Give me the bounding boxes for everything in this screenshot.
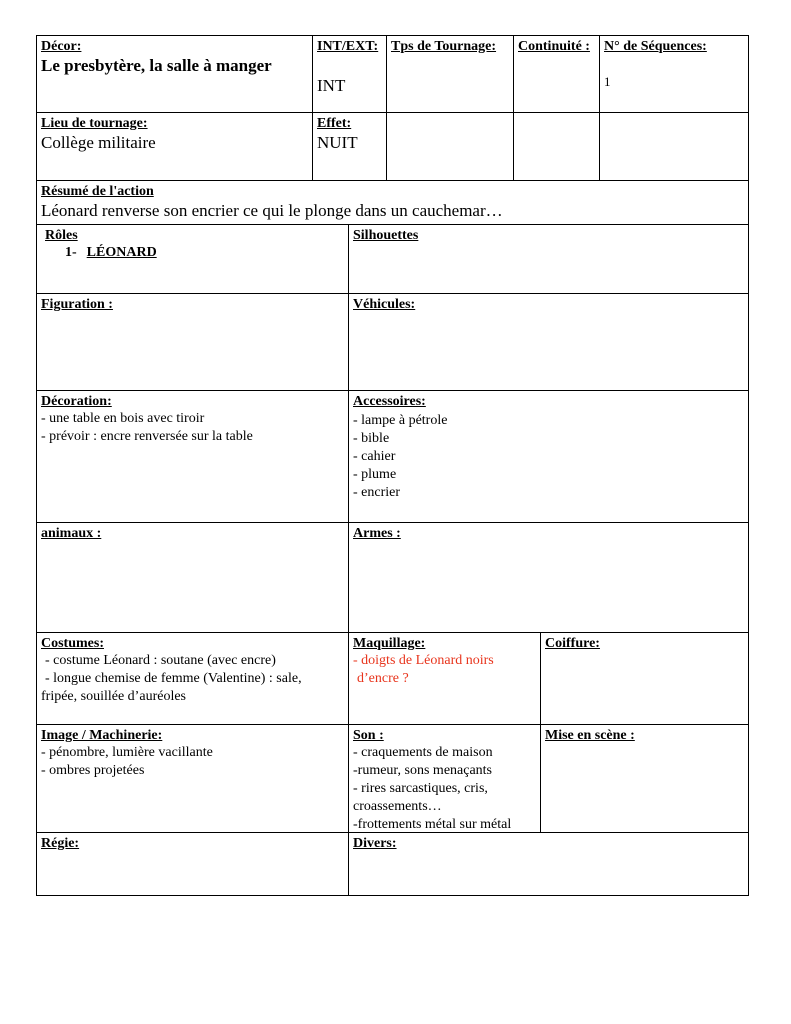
int-ext-cell: [312, 35, 387, 113]
figuration-cell: [36, 293, 349, 391]
image-cell: [36, 724, 349, 833]
resume-cell: [36, 180, 749, 225]
costumes-item: - longue chemise de femme (Valentine) : sale,: [45, 671, 302, 686]
divers-label: Divers:: [353, 836, 397, 851]
role-item: [41, 244, 344, 262]
effet-cell: [312, 112, 387, 181]
accessoires-item: - bible: [353, 431, 390, 446]
son-item: -frottements métal sur métal: [353, 817, 512, 832]
accessoires-item: - lampe à pétrole: [353, 413, 448, 428]
costumes-cell: [36, 632, 349, 725]
animaux-cell: [36, 522, 349, 633]
silhouettes-cell: [348, 224, 749, 294]
son-item: - rires sarcastiques, cris,: [353, 781, 488, 796]
decor-cell: [36, 35, 313, 113]
figuration-label: Figuration :: [41, 297, 113, 312]
resume-label: Résumé de l'action: [41, 184, 154, 199]
costumes-item: fripée, souillée d’auréoles: [41, 689, 186, 704]
decoration-item: - une table en bois avec tiroir: [41, 411, 205, 426]
empty-cell-1: [386, 112, 514, 181]
decor-label: Décor:: [41, 39, 82, 54]
empty-cell-3: [599, 112, 749, 181]
empty-cell-2: [513, 112, 600, 181]
role-number: 1-: [65, 245, 77, 260]
costumes-label: Costumes:: [41, 636, 104, 651]
int-ext-value: INT: [317, 76, 346, 95]
coiffure-label: Coiffure:: [545, 636, 600, 651]
vehicules-cell: [348, 293, 749, 391]
son-cell: [348, 724, 541, 833]
coiffure-cell: [540, 632, 749, 725]
accessoires-cell: [348, 390, 749, 523]
son-item: croassements…: [353, 799, 442, 814]
image-label: Image / Machinerie:: [41, 728, 163, 743]
lieu-cell: [36, 112, 313, 181]
mise-en-scene-cell: [540, 724, 749, 833]
armes-label: Armes :: [353, 526, 401, 541]
n-sequences-value: 1: [604, 74, 611, 89]
decoration-cell: [36, 390, 349, 523]
costumes-item: - costume Léonard : soutane (avec encre): [45, 653, 276, 668]
effet-value: NUIT: [317, 133, 358, 152]
decor-value: Le presbytère, la salle à manger: [41, 56, 272, 75]
n-sequences-label: N° de Séquences:: [604, 39, 707, 54]
maquillage-label: Maquillage:: [353, 636, 426, 651]
tps-tournage-label: Tps de Tournage:: [391, 39, 497, 54]
n-sequences-cell: [599, 35, 749, 113]
image-item: - pénombre, lumière vacillante: [41, 745, 213, 760]
lieu-value: Collège militaire: [41, 133, 156, 152]
divers-cell: [348, 832, 749, 896]
regie-label: Régie:: [41, 836, 80, 851]
son-item: - craquements de maison: [353, 745, 493, 760]
regie-cell: [36, 832, 349, 896]
accessoires-item: - cahier: [353, 449, 396, 464]
effet-label: Effet:: [317, 116, 352, 131]
continuite-cell: [513, 35, 600, 113]
son-label: Son :: [353, 728, 384, 743]
continuite-label: Continuité :: [518, 39, 590, 54]
role-name: LÉONARD: [86, 245, 157, 260]
maquillage-cell: [348, 632, 541, 725]
armes-cell: [348, 522, 749, 633]
vehicules-label: Véhicules:: [353, 297, 416, 312]
lieu-label: Lieu de tournage:: [41, 116, 148, 131]
tps-tournage-cell: [386, 35, 514, 113]
int-ext-label: INT/EXT:: [317, 39, 379, 54]
roles-cell: [36, 224, 349, 294]
animaux-label: animaux :: [41, 526, 102, 541]
image-item: - ombres projetées: [41, 763, 145, 778]
accessoires-item: - plume: [353, 467, 397, 482]
son-item: -rumeur, sons menaçants: [353, 763, 493, 778]
accessoires-label: Accessoires:: [353, 394, 426, 409]
silhouettes-label: Silhouettes: [353, 228, 419, 243]
maquillage-item: d’encre ?: [357, 671, 409, 686]
resume-value: Léonard renverse son encrier ce qui le plonge dans un cauchemar…: [41, 201, 503, 220]
maquillage-item: - doigts de Léonard noirs: [353, 653, 494, 668]
decoration-label: Décoration:: [41, 394, 112, 409]
roles-label: Rôles: [45, 228, 78, 243]
decoration-item: - prévoir : encre renversée sur la table: [41, 429, 253, 444]
mise-en-scene-label: Mise en scène :: [545, 728, 635, 743]
accessoires-item: - encrier: [353, 485, 401, 500]
